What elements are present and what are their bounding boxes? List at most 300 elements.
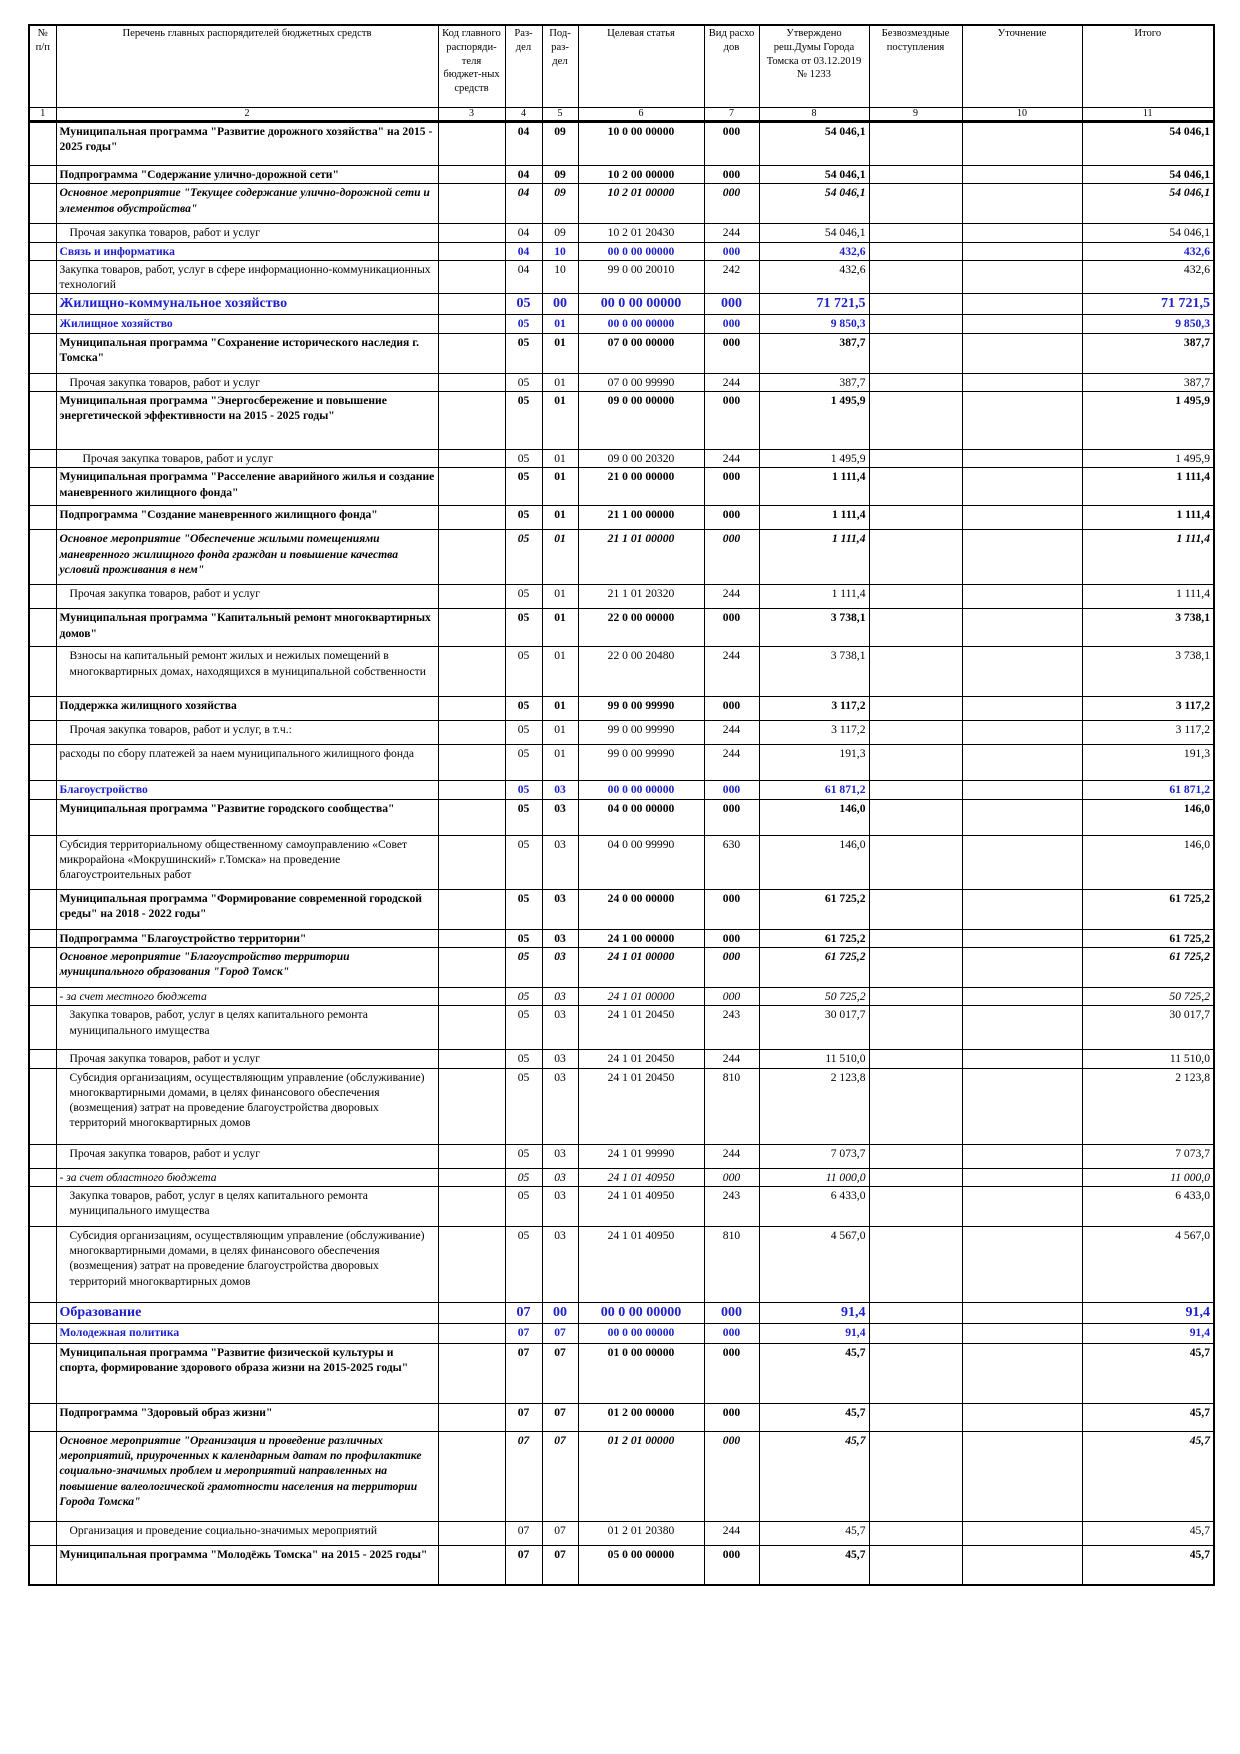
table-row bbox=[29, 745, 1214, 781]
target-article-cell: 00 0 00 00000 bbox=[578, 242, 704, 260]
table-row bbox=[29, 1006, 1214, 1050]
gratuitous-receipts-cell bbox=[869, 647, 962, 697]
section-cell: 04 bbox=[505, 166, 542, 184]
total-amount-cell: 50 725,2 bbox=[1082, 987, 1214, 1005]
target-article-cell: 04 0 00 00000 bbox=[578, 799, 704, 835]
gratuitous-receipts-cell bbox=[869, 315, 962, 333]
row-number-cell bbox=[29, 506, 56, 530]
target-article-cell: 00 0 00 00000 bbox=[578, 294, 704, 315]
table-row bbox=[29, 333, 1214, 373]
section-cell: 05 bbox=[505, 1050, 542, 1068]
recipient-code-cell bbox=[438, 1006, 505, 1050]
adjustment-cell bbox=[962, 609, 1082, 647]
target-article-cell: 24 1 01 40950 bbox=[578, 1186, 704, 1226]
recipient-code-cell bbox=[438, 468, 505, 506]
table-row bbox=[29, 1050, 1214, 1068]
table-row bbox=[29, 122, 1214, 166]
approved-amount-cell: 146,0 bbox=[759, 835, 869, 889]
row-number-cell bbox=[29, 609, 56, 647]
subsection-cell: 07 bbox=[542, 1521, 578, 1545]
column-number: 8 bbox=[759, 107, 869, 122]
gratuitous-receipts-cell bbox=[869, 530, 962, 585]
subsection-cell: 07 bbox=[542, 1545, 578, 1585]
table-row bbox=[29, 242, 1214, 260]
section-cell: 05 bbox=[505, 745, 542, 781]
approved-amount-cell: 1 111,4 bbox=[759, 468, 869, 506]
gratuitous-receipts-cell bbox=[869, 1050, 962, 1068]
subsection-cell: 01 bbox=[542, 468, 578, 506]
row-number-cell bbox=[29, 242, 56, 260]
expense-type-cell: 000 bbox=[704, 530, 759, 585]
table-row bbox=[29, 1343, 1214, 1403]
total-amount-cell: 1 495,9 bbox=[1082, 392, 1214, 450]
approved-amount-cell: 71 721,5 bbox=[759, 294, 869, 315]
approved-amount-cell: 61 725,2 bbox=[759, 929, 869, 947]
recipient-name-cell: Основное мероприятие "Обеспечение жилыми помещениями маневренного жилищного фонда граждан и повышение качества условий проживания в нем" bbox=[56, 530, 438, 585]
section-cell: 05 bbox=[505, 392, 542, 450]
table-row bbox=[29, 373, 1214, 391]
adjustment-cell bbox=[962, 947, 1082, 987]
target-article-cell: 24 1 00 00000 bbox=[578, 929, 704, 947]
table-body bbox=[29, 122, 1214, 1586]
total-amount-cell: 11 000,0 bbox=[1082, 1168, 1214, 1186]
recipient-name-cell: Закупка товаров, работ, услуг в целях капитального ремонта муниципального имущества bbox=[56, 1186, 438, 1226]
section-cell: 07 bbox=[505, 1545, 542, 1585]
section-cell: 07 bbox=[505, 1323, 542, 1343]
recipient-code-cell bbox=[438, 1323, 505, 1343]
subsection-cell: 09 bbox=[542, 166, 578, 184]
adjustment-cell bbox=[962, 1226, 1082, 1302]
adjustment-cell bbox=[962, 315, 1082, 333]
section-cell: 07 bbox=[505, 1302, 542, 1323]
recipient-code-cell bbox=[438, 450, 505, 468]
adjustment-cell bbox=[962, 697, 1082, 721]
approved-amount-cell: 1 111,4 bbox=[759, 506, 869, 530]
total-amount-cell: 3 738,1 bbox=[1082, 609, 1214, 647]
expense-type-cell: 000 bbox=[704, 242, 759, 260]
table-row bbox=[29, 260, 1214, 294]
total-amount-cell: 54 046,1 bbox=[1082, 166, 1214, 184]
subsection-cell: 01 bbox=[542, 450, 578, 468]
subsection-cell: 01 bbox=[542, 647, 578, 697]
header-number: № п/п bbox=[29, 25, 56, 107]
approved-amount-cell: 61 725,2 bbox=[759, 947, 869, 987]
subsection-cell: 03 bbox=[542, 947, 578, 987]
total-amount-cell: 91,4 bbox=[1082, 1302, 1214, 1323]
section-cell: 07 bbox=[505, 1431, 542, 1521]
target-article-cell: 21 1 00 00000 bbox=[578, 506, 704, 530]
gratuitous-receipts-cell bbox=[869, 1343, 962, 1403]
subsection-cell: 00 bbox=[542, 294, 578, 315]
recipient-name-cell: Подпрограмма "Благоустройство территории" bbox=[56, 929, 438, 947]
row-number-cell bbox=[29, 1226, 56, 1302]
recipient-code-cell bbox=[438, 697, 505, 721]
section-cell: 05 bbox=[505, 1226, 542, 1302]
row-number-cell bbox=[29, 987, 56, 1005]
approved-amount-cell: 4 567,0 bbox=[759, 1226, 869, 1302]
gratuitous-receipts-cell bbox=[869, 721, 962, 745]
gratuitous-receipts-cell bbox=[869, 987, 962, 1005]
adjustment-cell bbox=[962, 1545, 1082, 1585]
section-cell: 05 bbox=[505, 294, 542, 315]
approved-amount-cell: 54 046,1 bbox=[759, 166, 869, 184]
total-amount-cell: 432,6 bbox=[1082, 242, 1214, 260]
recipient-name-cell: - за счет местного бюджета bbox=[56, 987, 438, 1005]
gratuitous-receipts-cell bbox=[869, 947, 962, 987]
recipient-code-cell bbox=[438, 122, 505, 166]
total-amount-cell: 387,7 bbox=[1082, 333, 1214, 373]
recipient-name-cell: Муниципальная программа "Молодёжь Томска" на 2015 - 2025 годы" bbox=[56, 1545, 438, 1585]
section-cell: 04 bbox=[505, 184, 542, 224]
section-cell: 05 bbox=[505, 1144, 542, 1168]
adjustment-cell bbox=[962, 1068, 1082, 1144]
adjustment-cell bbox=[962, 184, 1082, 224]
gratuitous-receipts-cell bbox=[869, 450, 962, 468]
table-row bbox=[29, 1068, 1214, 1144]
recipient-code-cell bbox=[438, 609, 505, 647]
table-row bbox=[29, 1431, 1214, 1521]
approved-amount-cell: 45,7 bbox=[759, 1431, 869, 1521]
section-cell: 05 bbox=[505, 929, 542, 947]
recipient-code-cell bbox=[438, 889, 505, 929]
target-article-cell: 24 1 01 20450 bbox=[578, 1068, 704, 1144]
section-cell: 05 bbox=[505, 1068, 542, 1144]
expense-type-cell: 000 bbox=[704, 1545, 759, 1585]
section-cell: 05 bbox=[505, 609, 542, 647]
subsection-cell: 03 bbox=[542, 781, 578, 799]
recipient-name-cell: Прочая закупка товаров, работ и услуг, в т.ч.: bbox=[56, 721, 438, 745]
recipient-name-cell: Прочая закупка товаров, работ и услуг bbox=[56, 1144, 438, 1168]
gratuitous-receipts-cell bbox=[869, 184, 962, 224]
section-cell: 05 bbox=[505, 450, 542, 468]
section-cell: 05 bbox=[505, 889, 542, 929]
expense-type-cell: 630 bbox=[704, 835, 759, 889]
recipient-code-cell bbox=[438, 260, 505, 294]
row-number-cell bbox=[29, 373, 56, 391]
section-cell: 05 bbox=[505, 721, 542, 745]
section-cell: 05 bbox=[505, 506, 542, 530]
table-row bbox=[29, 1323, 1214, 1343]
recipient-name-cell: Субсидия организациям, осуществляющим управление (обслуживание) многоквартирными домами, в целях финансового обеспечения (возмещения) затрат на проведение благоустройства дворовых территорий многоквартирных домов bbox=[56, 1226, 438, 1302]
target-article-cell: 10 0 00 00000 bbox=[578, 122, 704, 166]
table-row bbox=[29, 506, 1214, 530]
recipient-name-cell: Благоустройство bbox=[56, 781, 438, 799]
total-amount-cell: 54 046,1 bbox=[1082, 224, 1214, 242]
row-number-cell bbox=[29, 721, 56, 745]
gratuitous-receipts-cell bbox=[869, 1168, 962, 1186]
table-row bbox=[29, 697, 1214, 721]
recipient-code-cell bbox=[438, 315, 505, 333]
expense-type-cell: 244 bbox=[704, 585, 759, 609]
gratuitous-receipts-cell bbox=[869, 294, 962, 315]
recipient-name-cell: Прочая закупка товаров, работ и услуг bbox=[56, 373, 438, 391]
subsection-cell: 07 bbox=[542, 1403, 578, 1431]
expense-type-cell: 810 bbox=[704, 1226, 759, 1302]
adjustment-cell bbox=[962, 745, 1082, 781]
expense-type-cell: 000 bbox=[704, 392, 759, 450]
section-cell: 04 bbox=[505, 242, 542, 260]
expense-type-cell: 244 bbox=[704, 1144, 759, 1168]
expense-type-cell: 000 bbox=[704, 333, 759, 373]
section-cell: 05 bbox=[505, 585, 542, 609]
approved-amount-cell: 432,6 bbox=[759, 242, 869, 260]
total-amount-cell: 11 510,0 bbox=[1082, 1050, 1214, 1068]
subsection-cell: 01 bbox=[542, 333, 578, 373]
recipient-name-cell: Молодежная политика bbox=[56, 1323, 438, 1343]
approved-amount-cell: 1 111,4 bbox=[759, 585, 869, 609]
table-row bbox=[29, 781, 1214, 799]
target-article-cell: 24 1 01 40950 bbox=[578, 1168, 704, 1186]
recipient-code-cell bbox=[438, 1186, 505, 1226]
approved-amount-cell: 3 738,1 bbox=[759, 609, 869, 647]
subsection-cell: 09 bbox=[542, 184, 578, 224]
expense-type-cell: 810 bbox=[704, 1068, 759, 1144]
row-number-cell bbox=[29, 166, 56, 184]
table-row bbox=[29, 1521, 1214, 1545]
row-number-cell bbox=[29, 745, 56, 781]
expense-type-cell: 000 bbox=[704, 799, 759, 835]
row-number-cell bbox=[29, 1323, 56, 1343]
adjustment-cell bbox=[962, 294, 1082, 315]
approved-amount-cell: 54 046,1 bbox=[759, 184, 869, 224]
row-number-cell bbox=[29, 184, 56, 224]
target-article-cell: 99 0 00 99990 bbox=[578, 721, 704, 745]
approved-amount-cell: 3 117,2 bbox=[759, 721, 869, 745]
header-approved: Утверждено реш.Думы Города Томска от 03.12.2019 № 1233 bbox=[759, 25, 869, 107]
table-row bbox=[29, 450, 1214, 468]
subsection-cell: 09 bbox=[542, 122, 578, 166]
table-row bbox=[29, 835, 1214, 889]
header-target-article: Целевая статья bbox=[578, 25, 704, 107]
adjustment-cell bbox=[962, 506, 1082, 530]
subsection-cell: 07 bbox=[542, 1343, 578, 1403]
recipient-code-cell bbox=[438, 333, 505, 373]
approved-amount-cell: 1 111,4 bbox=[759, 530, 869, 585]
row-number-cell bbox=[29, 835, 56, 889]
recipient-code-cell bbox=[438, 1068, 505, 1144]
row-number-cell bbox=[29, 1168, 56, 1186]
subsection-cell: 01 bbox=[542, 585, 578, 609]
subsection-cell: 01 bbox=[542, 315, 578, 333]
approved-amount-cell: 7 073,7 bbox=[759, 1144, 869, 1168]
subsection-cell: 03 bbox=[542, 799, 578, 835]
expense-type-cell: 000 bbox=[704, 315, 759, 333]
recipient-code-cell bbox=[438, 721, 505, 745]
subsection-cell: 01 bbox=[542, 697, 578, 721]
recipient-name-cell: Основное мероприятие "Текущее содержание улично-дорожной сети и элементов обустройства" bbox=[56, 184, 438, 224]
recipient-name-cell: Муниципальная программа "Развитие физической культуры и спорта, формирование здорового образа жизни на 2015-2025 годы" bbox=[56, 1343, 438, 1403]
gratuitous-receipts-cell bbox=[869, 122, 962, 166]
header-gratuitous-receipts: Безвозмездные поступления bbox=[869, 25, 962, 107]
adjustment-cell bbox=[962, 1302, 1082, 1323]
recipient-code-cell bbox=[438, 530, 505, 585]
recipient-code-cell bbox=[438, 242, 505, 260]
target-article-cell: 00 0 00 00000 bbox=[578, 1323, 704, 1343]
table-row bbox=[29, 468, 1214, 506]
adjustment-cell bbox=[962, 1403, 1082, 1431]
section-cell: 05 bbox=[505, 333, 542, 373]
row-number-cell bbox=[29, 947, 56, 987]
approved-amount-cell: 11 510,0 bbox=[759, 1050, 869, 1068]
adjustment-cell bbox=[962, 450, 1082, 468]
total-amount-cell: 3 738,1 bbox=[1082, 647, 1214, 697]
total-amount-cell: 1 495,9 bbox=[1082, 450, 1214, 468]
total-amount-cell: 61 871,2 bbox=[1082, 781, 1214, 799]
row-number-cell bbox=[29, 224, 56, 242]
total-amount-cell: 9 850,3 bbox=[1082, 315, 1214, 333]
row-number-cell bbox=[29, 647, 56, 697]
total-amount-cell: 1 111,4 bbox=[1082, 585, 1214, 609]
adjustment-cell bbox=[962, 333, 1082, 373]
section-cell: 05 bbox=[505, 315, 542, 333]
recipient-code-cell bbox=[438, 184, 505, 224]
column-number: 2 bbox=[56, 107, 438, 122]
target-article-cell: 07 0 00 00000 bbox=[578, 333, 704, 373]
expense-type-cell: 000 bbox=[704, 1168, 759, 1186]
recipient-code-cell bbox=[438, 947, 505, 987]
subsection-cell: 07 bbox=[542, 1431, 578, 1521]
expense-type-cell: 243 bbox=[704, 1186, 759, 1226]
approved-amount-cell: 3 117,2 bbox=[759, 697, 869, 721]
table-row bbox=[29, 1302, 1214, 1323]
target-article-cell: 21 1 01 20320 bbox=[578, 585, 704, 609]
table-row bbox=[29, 1186, 1214, 1226]
total-amount-cell: 6 433,0 bbox=[1082, 1186, 1214, 1226]
header-recipient-code: Код главного распоряди-теля бюджет-ных средств bbox=[438, 25, 505, 107]
expense-type-cell: 000 bbox=[704, 947, 759, 987]
recipient-code-cell bbox=[438, 392, 505, 450]
total-amount-cell: 3 117,2 bbox=[1082, 697, 1214, 721]
adjustment-cell bbox=[962, 373, 1082, 391]
gratuitous-receipts-cell bbox=[869, 609, 962, 647]
approved-amount-cell: 50 725,2 bbox=[759, 987, 869, 1005]
section-cell: 05 bbox=[505, 835, 542, 889]
gratuitous-receipts-cell bbox=[869, 835, 962, 889]
recipient-code-cell bbox=[438, 1302, 505, 1323]
adjustment-cell bbox=[962, 721, 1082, 745]
recipient-name-cell: Субсидия территориальному общественному самоуправлению «Совет микрорайона «Мокрушинский» г.Томска» на проведение благоустроительных работ bbox=[56, 835, 438, 889]
target-article-cell: 21 1 01 00000 bbox=[578, 530, 704, 585]
recipient-name-cell: Связь и информатика bbox=[56, 242, 438, 260]
expense-type-cell: 000 bbox=[704, 1431, 759, 1521]
recipient-name-cell: Организация и проведение социально-значимых мероприятий bbox=[56, 1521, 438, 1545]
gratuitous-receipts-cell bbox=[869, 468, 962, 506]
row-number-cell bbox=[29, 1521, 56, 1545]
gratuitous-receipts-cell bbox=[869, 506, 962, 530]
table-row bbox=[29, 315, 1214, 333]
expense-type-cell: 000 bbox=[704, 1403, 759, 1431]
total-amount-cell: 432,6 bbox=[1082, 260, 1214, 294]
row-number-cell bbox=[29, 468, 56, 506]
row-number-cell bbox=[29, 1431, 56, 1521]
subsection-cell: 03 bbox=[542, 1168, 578, 1186]
recipient-code-cell bbox=[438, 1168, 505, 1186]
section-cell: 05 bbox=[505, 781, 542, 799]
total-amount-cell: 1 111,4 bbox=[1082, 468, 1214, 506]
approved-amount-cell: 45,7 bbox=[759, 1545, 869, 1585]
section-cell: 07 bbox=[505, 1521, 542, 1545]
subsection-cell: 03 bbox=[542, 1186, 578, 1226]
target-article-cell: 01 2 01 20380 bbox=[578, 1521, 704, 1545]
expense-type-cell: 244 bbox=[704, 745, 759, 781]
row-number-cell bbox=[29, 1050, 56, 1068]
target-article-cell: 10 2 00 00000 bbox=[578, 166, 704, 184]
subsection-cell: 03 bbox=[542, 1144, 578, 1168]
expense-type-cell: 000 bbox=[704, 294, 759, 315]
header-recipients: Перечень главных распорядителей бюджетных средств bbox=[56, 25, 438, 107]
target-article-cell: 10 2 01 20430 bbox=[578, 224, 704, 242]
subsection-cell: 01 bbox=[542, 506, 578, 530]
subsection-cell: 03 bbox=[542, 889, 578, 929]
section-cell: 07 bbox=[505, 1343, 542, 1403]
approved-amount-cell: 9 850,3 bbox=[759, 315, 869, 333]
expense-type-cell: 000 bbox=[704, 184, 759, 224]
gratuitous-receipts-cell bbox=[869, 1323, 962, 1343]
table-row bbox=[29, 530, 1214, 585]
recipient-name-cell: Муниципальная программа "Развитие городского сообщества" bbox=[56, 799, 438, 835]
table-row bbox=[29, 1168, 1214, 1186]
subsection-cell: 01 bbox=[542, 745, 578, 781]
table-row bbox=[29, 987, 1214, 1005]
expense-type-cell: 000 bbox=[704, 929, 759, 947]
recipient-name-cell: расходы по сбору платежей за наем муниципального жилищного фонда bbox=[56, 745, 438, 781]
expense-type-cell: 000 bbox=[704, 506, 759, 530]
expense-type-cell: 000 bbox=[704, 1343, 759, 1403]
adjustment-cell bbox=[962, 1006, 1082, 1050]
header-total: Итого bbox=[1082, 25, 1214, 107]
approved-amount-cell: 61 725,2 bbox=[759, 889, 869, 929]
recipient-code-cell bbox=[438, 166, 505, 184]
subsection-cell: 01 bbox=[542, 530, 578, 585]
total-amount-cell: 45,7 bbox=[1082, 1343, 1214, 1403]
adjustment-cell bbox=[962, 835, 1082, 889]
total-amount-cell: 71 721,5 bbox=[1082, 294, 1214, 315]
column-number: 4 bbox=[505, 107, 542, 122]
approved-amount-cell: 146,0 bbox=[759, 799, 869, 835]
target-article-cell: 01 0 00 00000 bbox=[578, 1343, 704, 1403]
table-row bbox=[29, 1403, 1214, 1431]
adjustment-cell bbox=[962, 260, 1082, 294]
row-number-cell bbox=[29, 333, 56, 373]
recipient-code-cell bbox=[438, 1343, 505, 1403]
gratuitous-receipts-cell bbox=[869, 929, 962, 947]
target-article-cell: 00 0 00 00000 bbox=[578, 1302, 704, 1323]
recipient-name-cell: Прочая закупка товаров, работ и услуг bbox=[56, 450, 438, 468]
recipient-code-cell bbox=[438, 1431, 505, 1521]
gratuitous-receipts-cell bbox=[869, 392, 962, 450]
adjustment-cell bbox=[962, 799, 1082, 835]
expense-type-cell: 244 bbox=[704, 1050, 759, 1068]
section-cell: 07 bbox=[505, 1403, 542, 1431]
row-number-cell bbox=[29, 929, 56, 947]
table-row bbox=[29, 184, 1214, 224]
adjustment-cell bbox=[962, 242, 1082, 260]
recipient-code-cell bbox=[438, 647, 505, 697]
total-amount-cell: 91,4 bbox=[1082, 1323, 1214, 1343]
section-cell: 05 bbox=[505, 530, 542, 585]
subsection-cell: 00 bbox=[542, 1302, 578, 1323]
recipient-name-cell: Подпрограмма "Создание маневренного жилищного фонда" bbox=[56, 506, 438, 530]
recipient-name-cell: Прочая закупка товаров, работ и услуг bbox=[56, 1050, 438, 1068]
subsection-cell: 10 bbox=[542, 260, 578, 294]
row-number-cell bbox=[29, 315, 56, 333]
total-amount-cell: 45,7 bbox=[1082, 1431, 1214, 1521]
adjustment-cell bbox=[962, 468, 1082, 506]
target-article-cell: 05 0 00 00000 bbox=[578, 1545, 704, 1585]
target-article-cell: 07 0 00 99990 bbox=[578, 373, 704, 391]
target-article-cell: 21 0 00 00000 bbox=[578, 468, 704, 506]
table-row bbox=[29, 392, 1214, 450]
